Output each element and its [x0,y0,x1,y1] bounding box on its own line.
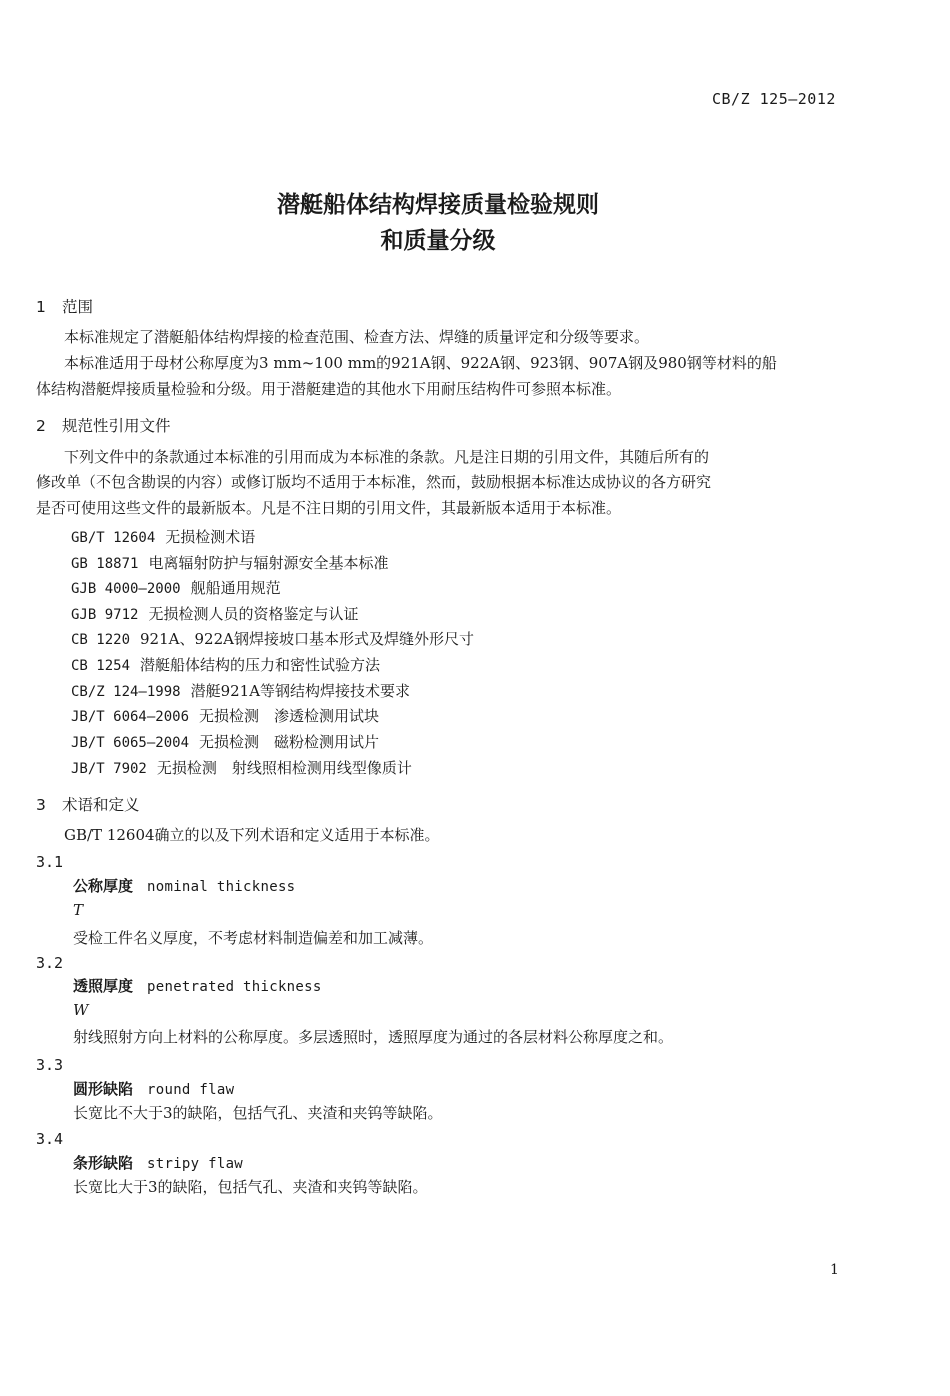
term-chinese: 圆形缺陷 [73,1080,134,1098]
reference-code: GB 18871 [71,556,139,572]
term-entry [73,1152,243,1173]
reference-item [71,680,410,701]
reference-title: 电离辐射防护与辐射源安全基本标准 [148,554,389,572]
document-title: 潜艇船体结构焊接质量检验规则 [277,192,599,218]
term-definition: 射线照射方向上材料的公称厚度。多层透照时，透照厚度为通过的各层材料公称厚度之和。 [73,1028,674,1046]
reference-code: GB/T 12604 [71,530,156,546]
reference-item [71,552,388,573]
paragraph-continued: 修改单（不包含勘误的内容）或修订版均不适用于本标准，然而，鼓励根据本标准达成协议的各方研究 [36,473,712,491]
reference-item [71,526,255,547]
term-chinese: 透照厚度 [73,977,134,995]
reference-item [71,731,379,752]
term-definition: 长宽比大于3的缺陷，包括气孔、夹渣和夹钨等缺陷。 [73,1178,428,1196]
section-title: 术语和定义 [62,796,140,814]
reference-code: JB/T 7902 [71,761,147,777]
reference-item [71,628,474,649]
term-entry [73,1078,234,1099]
paragraph: GB/T 12604确立的以及下列术语和定义适用于本标准。 [64,826,440,844]
reference-code: CB/Z 124—1998 [71,684,181,700]
standard-number: CB/Z 125—2012 [712,90,836,108]
subsection-number: 3.3 [36,1056,64,1074]
document-title-line2: 和质量分级 [380,228,496,254]
term-chinese: 公称厚度 [73,877,134,895]
paragraph-continued: 体结构潜艇焊接质量检验和分级。用于潜艇建造的其他水下用耐压结构件可参照本标准。 [36,380,622,398]
reference-title: 潜艇船体结构的压力和密性试验方法 [140,656,381,674]
reference-item [71,577,281,598]
reference-item [71,603,358,624]
reference-code: CB 1220 [71,632,131,648]
paragraph: 本标准适用于母材公称厚度为3 mm~100 mm的921A钢、922A钢、923钢、907A钢及980钢等材料的船 [64,354,777,372]
term-entry [73,875,295,896]
subsection-number: 3.4 [36,1130,64,1148]
reference-code: GJB 9712 [71,607,139,623]
term-definition: 受检工件名义厚度，不考虑材料制造偏差和加工减薄。 [73,929,434,947]
reference-title: 921A、922A钢焊接坡口基本形式及焊缝外形尺寸 [140,630,474,648]
reference-code: CB 1254 [71,658,131,674]
term-english: nominal thickness [147,879,296,895]
section-heading [36,295,93,317]
term-symbol: T [73,901,84,919]
reference-title: 无损检测人员的资格鉴定与认证 [148,605,359,623]
reference-item [71,654,380,675]
term-entry [73,975,322,996]
reference-item [71,705,379,726]
term-definition: 长宽比不大于3的缺陷，包括气孔、夹渣和夹钨等缺陷。 [73,1104,443,1122]
reference-title: 无损检测术语 [165,528,256,546]
section-number: 1 [36,298,46,316]
subsection-number: 3.2 [36,954,64,972]
reference-title: 舰船通用规范 [190,579,281,597]
term-english: penetrated thickness [147,979,322,995]
subsection-number: 3.1 [36,853,64,871]
reference-title: 无损检测 射线照相检测用线型像质计 [156,759,412,777]
paragraph: 下列文件中的条款通过本标准的引用而成为本标准的条款。凡是注日期的引用文件，其随后所有的 [64,448,710,466]
reference-title: 潜艇921A等钢结构焊接技术要求 [190,682,411,700]
reference-code: GJB 4000—2000 [71,581,181,597]
reference-code: JB/T 6064—2006 [71,709,190,725]
page-number: 1 [830,1262,839,1278]
section-number: 3 [36,796,46,814]
section-heading [36,793,140,815]
section-title: 规范性引用文件 [62,417,171,435]
term-chinese: 条形缺陷 [73,1154,134,1172]
reference-item [71,757,412,778]
term-symbol: W [73,1001,89,1019]
reference-code: JB/T 6065—2004 [71,735,190,751]
term-english: stripy flaw [147,1156,244,1172]
reference-title: 无损检测 渗透检测用试块 [199,707,380,725]
paragraph-continued: 是否可使用这些文件的最新版本。凡是不注日期的引用文件，其最新版本适用于本标准。 [36,499,622,517]
section-heading [36,414,171,436]
paragraph: 本标准规定了潜艇船体结构焊接的检查范围、检查方法、焊缝的质量评定和分级等要求。 [64,328,650,346]
reference-title: 无损检测 磁粉检测用试片 [199,733,380,751]
section-title: 范围 [62,298,94,316]
term-english: round flaw [147,1082,235,1098]
section-number: 2 [36,417,46,435]
